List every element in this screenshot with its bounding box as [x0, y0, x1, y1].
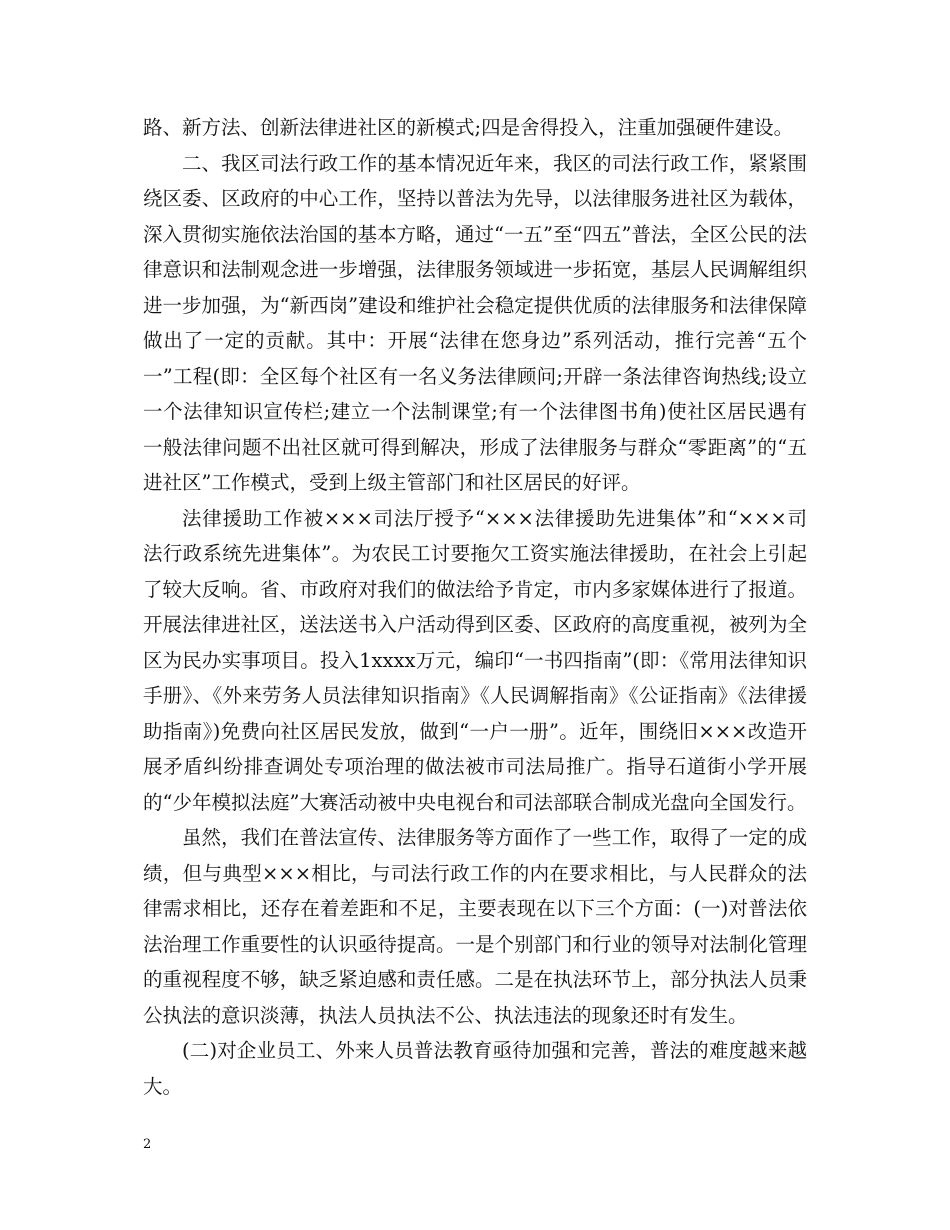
paragraph-shortcomings: 虽然，我们在普法宣传、法律服务等方面作了一些工作，取得了一定的成绩，但与典型×××相比，与司法行政工作的内在要求相比，与人民群众的法律需求相比，还存在着差距和不足，主要表现在以下三个方面：(一)对普法依法治理工作重要性的认识亟待提高。一是个别部门和行业的领导对法制化管理的重视程度不够，缺乏紧迫感和责任感。二是在执法环节上，部分执法人员秉公执法的意识淡薄，执法人员执法不公、执法违法的现象还时有发生。: [143, 826, 807, 1027]
document-body: [143, 110, 807, 1104]
paragraph-continuation: 路、新方法、创新法律进社区的新模式;四是舍得投入，注重加强硬件建设。: [143, 116, 794, 139]
page-number: 2: [143, 1137, 152, 1152]
paragraph-point-two: (二)对企业员工、外来人员普法教育亟待加强和完善，普法的难度越来越大。: [143, 1039, 807, 1098]
paragraph-judicial-overview: 二、我区司法行政工作的基本情况近年来，我区的司法行政工作，紧紧围绕区委、区政府的中心工作，坚持以普法为先导，以法律服务进社区为载体，深入贯彻实施依法治国的基本方略，通过“一五”至“四五”普法，全区公民的法律意识和法制观念进一步增强，法律服务领域进一步拓宽，基层人民调解组织进一步加强，为“新西岗”建设和维护社会稳定提供优质的法律服务和法律保障做出了一定的贡献。其中：开展“法律在您身边”系列活动，推行完善“五个一”工程(即：全区每个社区有一名义务法律顾问;开辟一条法律咨询热线;设立一个法律知识宣传栏;建立一个法制课堂;有一个法律图书角)使社区居民遇有一般法律问题不出社区就可得到解决，形成了法律服务与群众“零距离”的“五进社区”工作模式，受到上级主管部门和社区居民的好评。: [143, 151, 807, 494]
paragraph-legal-aid: 法律援助工作被×××司法厅授予“×××法律援助先进集体”和“×××司法行政系统先进集体”。为农民工讨要拖欠工资实施法律援助，在社会上引起了较大反响。省、市政府对我们的做法给予肯定，市内多家媒体进行了报道。开展法律进社区，送法送书入户活动得到区委、区政府的高度重视，被列为全区为民办实事项目。投入1xxxx万元，编印“一书四指南”(即：《常用法律知识手册》、《外来劳务人员法律知识指南》《人民调解指南》《公证指南》《法律援助指南》)免费向社区居民发放，做到“一户一册”。近年，围绕旧×××改造开展矛盾纠纷排查调处专项治理的做法被市司法局推广。指导石道街小学开展的“少年模拟法庭”大赛活动被中央电视台和司法部联合制成光盘向全国发行。: [143, 506, 807, 814]
